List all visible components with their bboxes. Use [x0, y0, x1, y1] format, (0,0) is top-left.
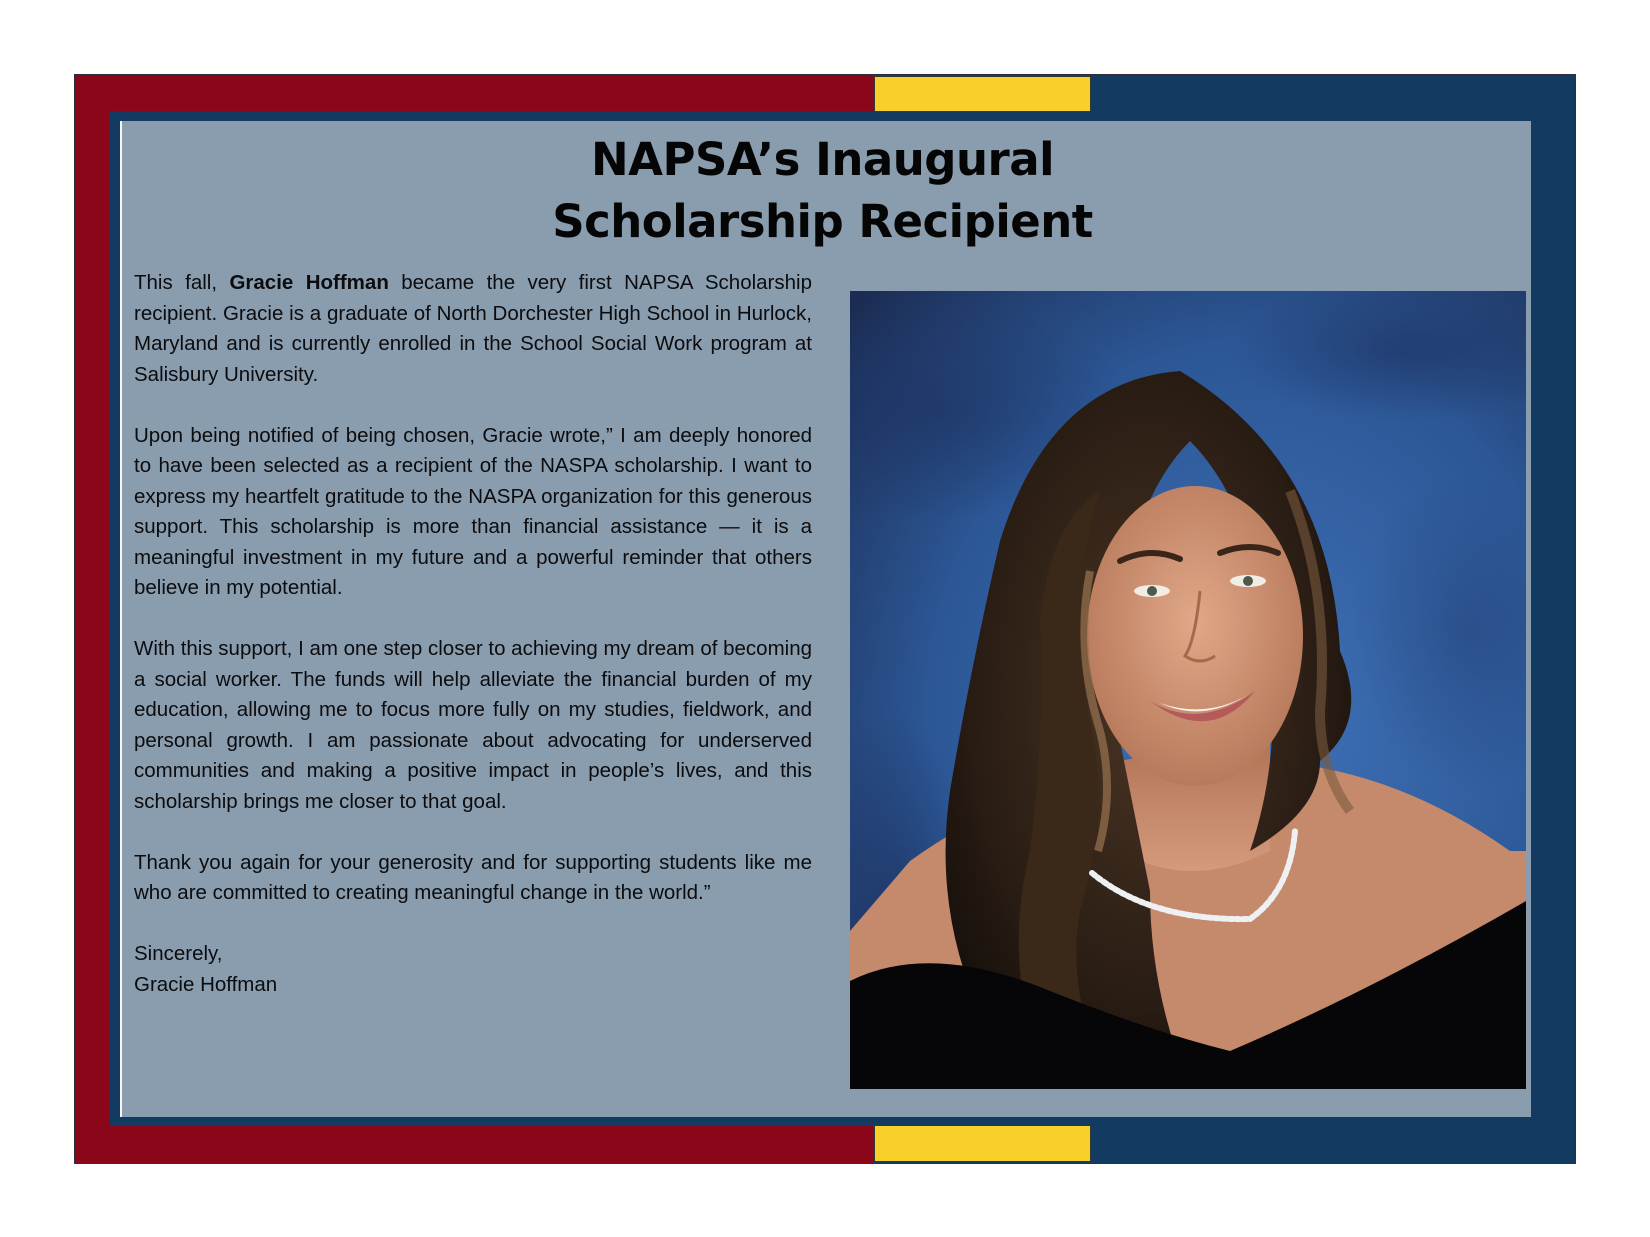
recipient-portrait-photo [850, 291, 1526, 1089]
page-title [122, 129, 1533, 253]
intro-paragraph [134, 268, 812, 390]
title-line-1: NAPSA’s Inaugural [590, 133, 1055, 186]
intro-prefix: This fall, [134, 271, 230, 294]
page-frame [75, 75, 1575, 1163]
intro-suffix: became the very first NAPSA Scholarship recipient. Gracie is a graduate of North Dorchester High School in Hurlock, Maryland and is currently enrolled in the School Social Work program at Salisbury University. [134, 271, 812, 386]
bottom-yellow-band [875, 1126, 1090, 1161]
article-body [134, 268, 812, 1000]
quote-paragraph-1: Upon being notified of being chosen, Gracie wrote,” I am deeply honored to have been selected as a recipient of the NASPA scholarship. I want to express my heartfelt gratitude to the NASPA organization for this generous support. This scholarship is more than financial assistance — it is a meaningful investment in my future and a powerful reminder that others believe in my potential. [134, 423, 812, 599]
signoff-salutation: Sincerely, [134, 942, 223, 965]
recipient-name: Gracie Hoffman [229, 271, 389, 294]
quote-paragraph-2: With this support, I am one step closer to achieving my dream of becoming a social worker. The funds will help alleviate the financial burden of my education, allowing me to focus more fully on my studies, fieldwork, and personal growth. I am passionate about advocating for underserved communities and making a positive impact in people’s lives, and this scholarship brings me closer to that goal. [134, 637, 812, 813]
content-panel [120, 121, 1531, 1117]
top-yellow-band [875, 77, 1090, 111]
title-line-2: Scholarship Recipient [552, 195, 1093, 248]
quote-paragraph-3: Thank you again for your generosity and for supporting students like me who are committed to creating meaningful change in the world.” [134, 850, 812, 904]
signoff-name: Gracie Hoffman [134, 972, 278, 996]
bottom-red-band [75, 1126, 873, 1163]
left-red-band [75, 75, 110, 1163]
top-red-band [75, 75, 873, 111]
signoff [134, 939, 812, 1000]
